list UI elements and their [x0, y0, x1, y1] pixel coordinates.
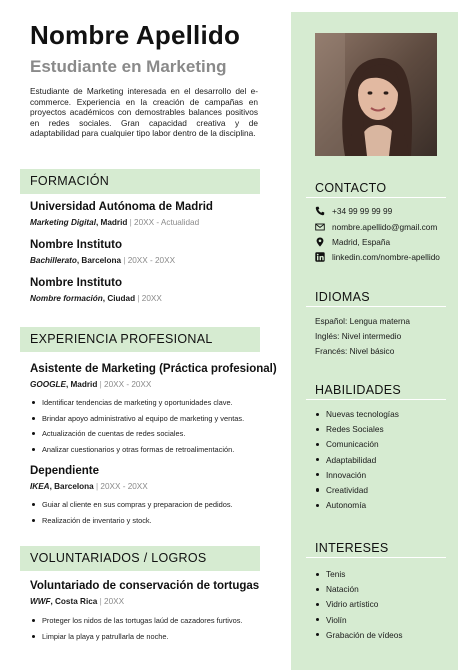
volunteer-place: , Costa Rica	[50, 597, 98, 606]
education-heading-band	[20, 169, 260, 194]
list-item: Guiar al cliente en sus compras y preparacion de pedidos.	[30, 500, 264, 510]
education-date: 20XX	[141, 294, 162, 303]
education-place: , Barcelona	[76, 256, 122, 265]
job-company: GOOGLE	[30, 380, 66, 389]
job-date: 20XX - 20XX	[100, 482, 148, 491]
contact-heading: CONTACTO	[315, 181, 387, 195]
candidate-title: Estudiante en Marketing	[30, 57, 227, 76]
education-degree: Marketing Digital	[30, 218, 96, 227]
job-details	[30, 380, 151, 389]
profile-summary: Estudiante de Marketing interesada en el desarrollo del e-commerce. Experiencia en la creación de campañas en proyectos académicos con demostrables balances positivos en redes sociales. Gran capacidad creativa y de adaptabilidad para cualquier tipo labor dentro de la disciplina.	[30, 86, 258, 139]
volunteer-org: WWF	[30, 597, 51, 606]
language-item: Español: Lengua materna	[315, 316, 411, 326]
contact-email-text: nombre.apellido@gmail.com	[332, 222, 438, 232]
job-place: , Madrid	[65, 380, 98, 389]
interests-divider	[306, 557, 446, 558]
language-item: Francés: Nivel básico	[315, 346, 395, 356]
job-role: Asistente de Marketing (Práctica profesional)	[30, 363, 277, 375]
interests-heading: INTERESES	[315, 541, 389, 555]
volunteer-duties-list	[30, 616, 264, 647]
experience-heading: EXPERIENCIA PROFESIONAL	[30, 332, 213, 346]
profile-photo	[315, 33, 437, 156]
job-details	[30, 482, 148, 491]
education-institution: Nombre Instituto	[30, 277, 122, 289]
contact-location-text: Madrid, España	[332, 237, 391, 247]
education-heading: FORMACIÓN	[30, 174, 110, 188]
list-item: Actualización de cuentas de redes sociales.	[30, 429, 264, 439]
list-item: Analizar cuestionarios y otras formas de retroalimentación.	[30, 445, 264, 455]
job-duties-list	[30, 500, 264, 531]
interest-item: Vidrio artístico	[315, 599, 403, 614]
education-details	[30, 256, 175, 265]
volunteering-heading-band	[20, 546, 260, 571]
skill-item: Comunicación	[315, 439, 399, 454]
profile-photo-image	[315, 33, 437, 156]
skill-item: Nuevas tecnologías	[315, 409, 399, 424]
separator: |	[97, 597, 105, 606]
skill-item: Redes Sociales	[315, 424, 399, 439]
skills-divider	[306, 399, 446, 400]
education-institution: Universidad Autónoma de Madrid	[30, 201, 213, 213]
interest-item: Natación	[315, 584, 403, 599]
interest-item: Grabación de vídeos	[315, 630, 403, 645]
contact-divider	[306, 197, 446, 198]
skills-heading: HABILIDADES	[315, 383, 401, 397]
skill-item: Creatividad	[315, 485, 399, 500]
volunteering-heading: VOLUNTARIADOS / LOGROS	[30, 551, 207, 565]
volunteer-details	[30, 597, 124, 606]
list-item: Limpiar la playa y patrullarla de noche.	[30, 632, 264, 642]
interest-item: Tenis	[315, 569, 403, 584]
list-item: Realización de inventario y stock.	[30, 516, 264, 526]
job-place: , Barcelona	[49, 482, 94, 491]
education-date: 20XX - 20XX	[127, 256, 176, 265]
separator: |	[127, 218, 135, 227]
email-icon	[315, 222, 325, 232]
separator: |	[135, 294, 142, 303]
education-degree: Bachillerato	[30, 256, 77, 265]
job-duties-list	[30, 398, 264, 460]
skill-item: Adaptabilidad	[315, 455, 399, 470]
list-item: Proteger los nidos de las tortugas laúd de cazadores furtivos.	[30, 616, 264, 626]
education-details	[30, 294, 162, 303]
volunteer-date: 20XX	[104, 597, 125, 606]
languages-divider	[306, 306, 446, 307]
skills-list	[315, 409, 399, 515]
education-degree: Nombre formación	[30, 294, 103, 303]
interests-list	[315, 569, 403, 645]
language-item: Inglés: Nivel intermedio	[315, 331, 402, 341]
education-details	[30, 218, 199, 227]
location-pin-icon	[315, 237, 325, 247]
interest-item: Violín	[315, 615, 403, 630]
education-institution: Nombre Instituto	[30, 239, 122, 251]
phone-icon	[315, 206, 325, 216]
education-place: , Madrid	[95, 218, 128, 227]
linkedin-icon	[315, 252, 325, 262]
candidate-name: Nombre Apellido	[30, 20, 241, 50]
list-item: Identificar tendencias de marketing y oportunidades clave.	[30, 398, 264, 408]
contact-linkedin-text: linkedin.com/nombre-apellido	[332, 252, 440, 262]
separator: |	[121, 256, 128, 265]
separator: |	[93, 482, 101, 491]
job-role: Dependiente	[30, 465, 100, 477]
education-place: , Ciudad	[102, 294, 136, 303]
skill-item: Autonomía	[315, 500, 399, 515]
education-date: 20XX - Actualidad	[134, 218, 200, 227]
languages-heading: IDIOMAS	[315, 290, 370, 304]
skill-item: Innovación	[315, 470, 399, 485]
contact-phone-text: +34 99 99 99 99	[332, 206, 393, 216]
volunteer-role: Voluntariado de conservación de tortugas	[30, 580, 260, 592]
job-date: 20XX - 20XX	[104, 380, 152, 389]
separator: |	[97, 380, 105, 389]
experience-heading-band	[20, 327, 260, 352]
job-company: IKEA	[30, 482, 50, 491]
list-item: Brindar apoyo administrativo al equipo de marketing y ventas.	[30, 414, 264, 424]
